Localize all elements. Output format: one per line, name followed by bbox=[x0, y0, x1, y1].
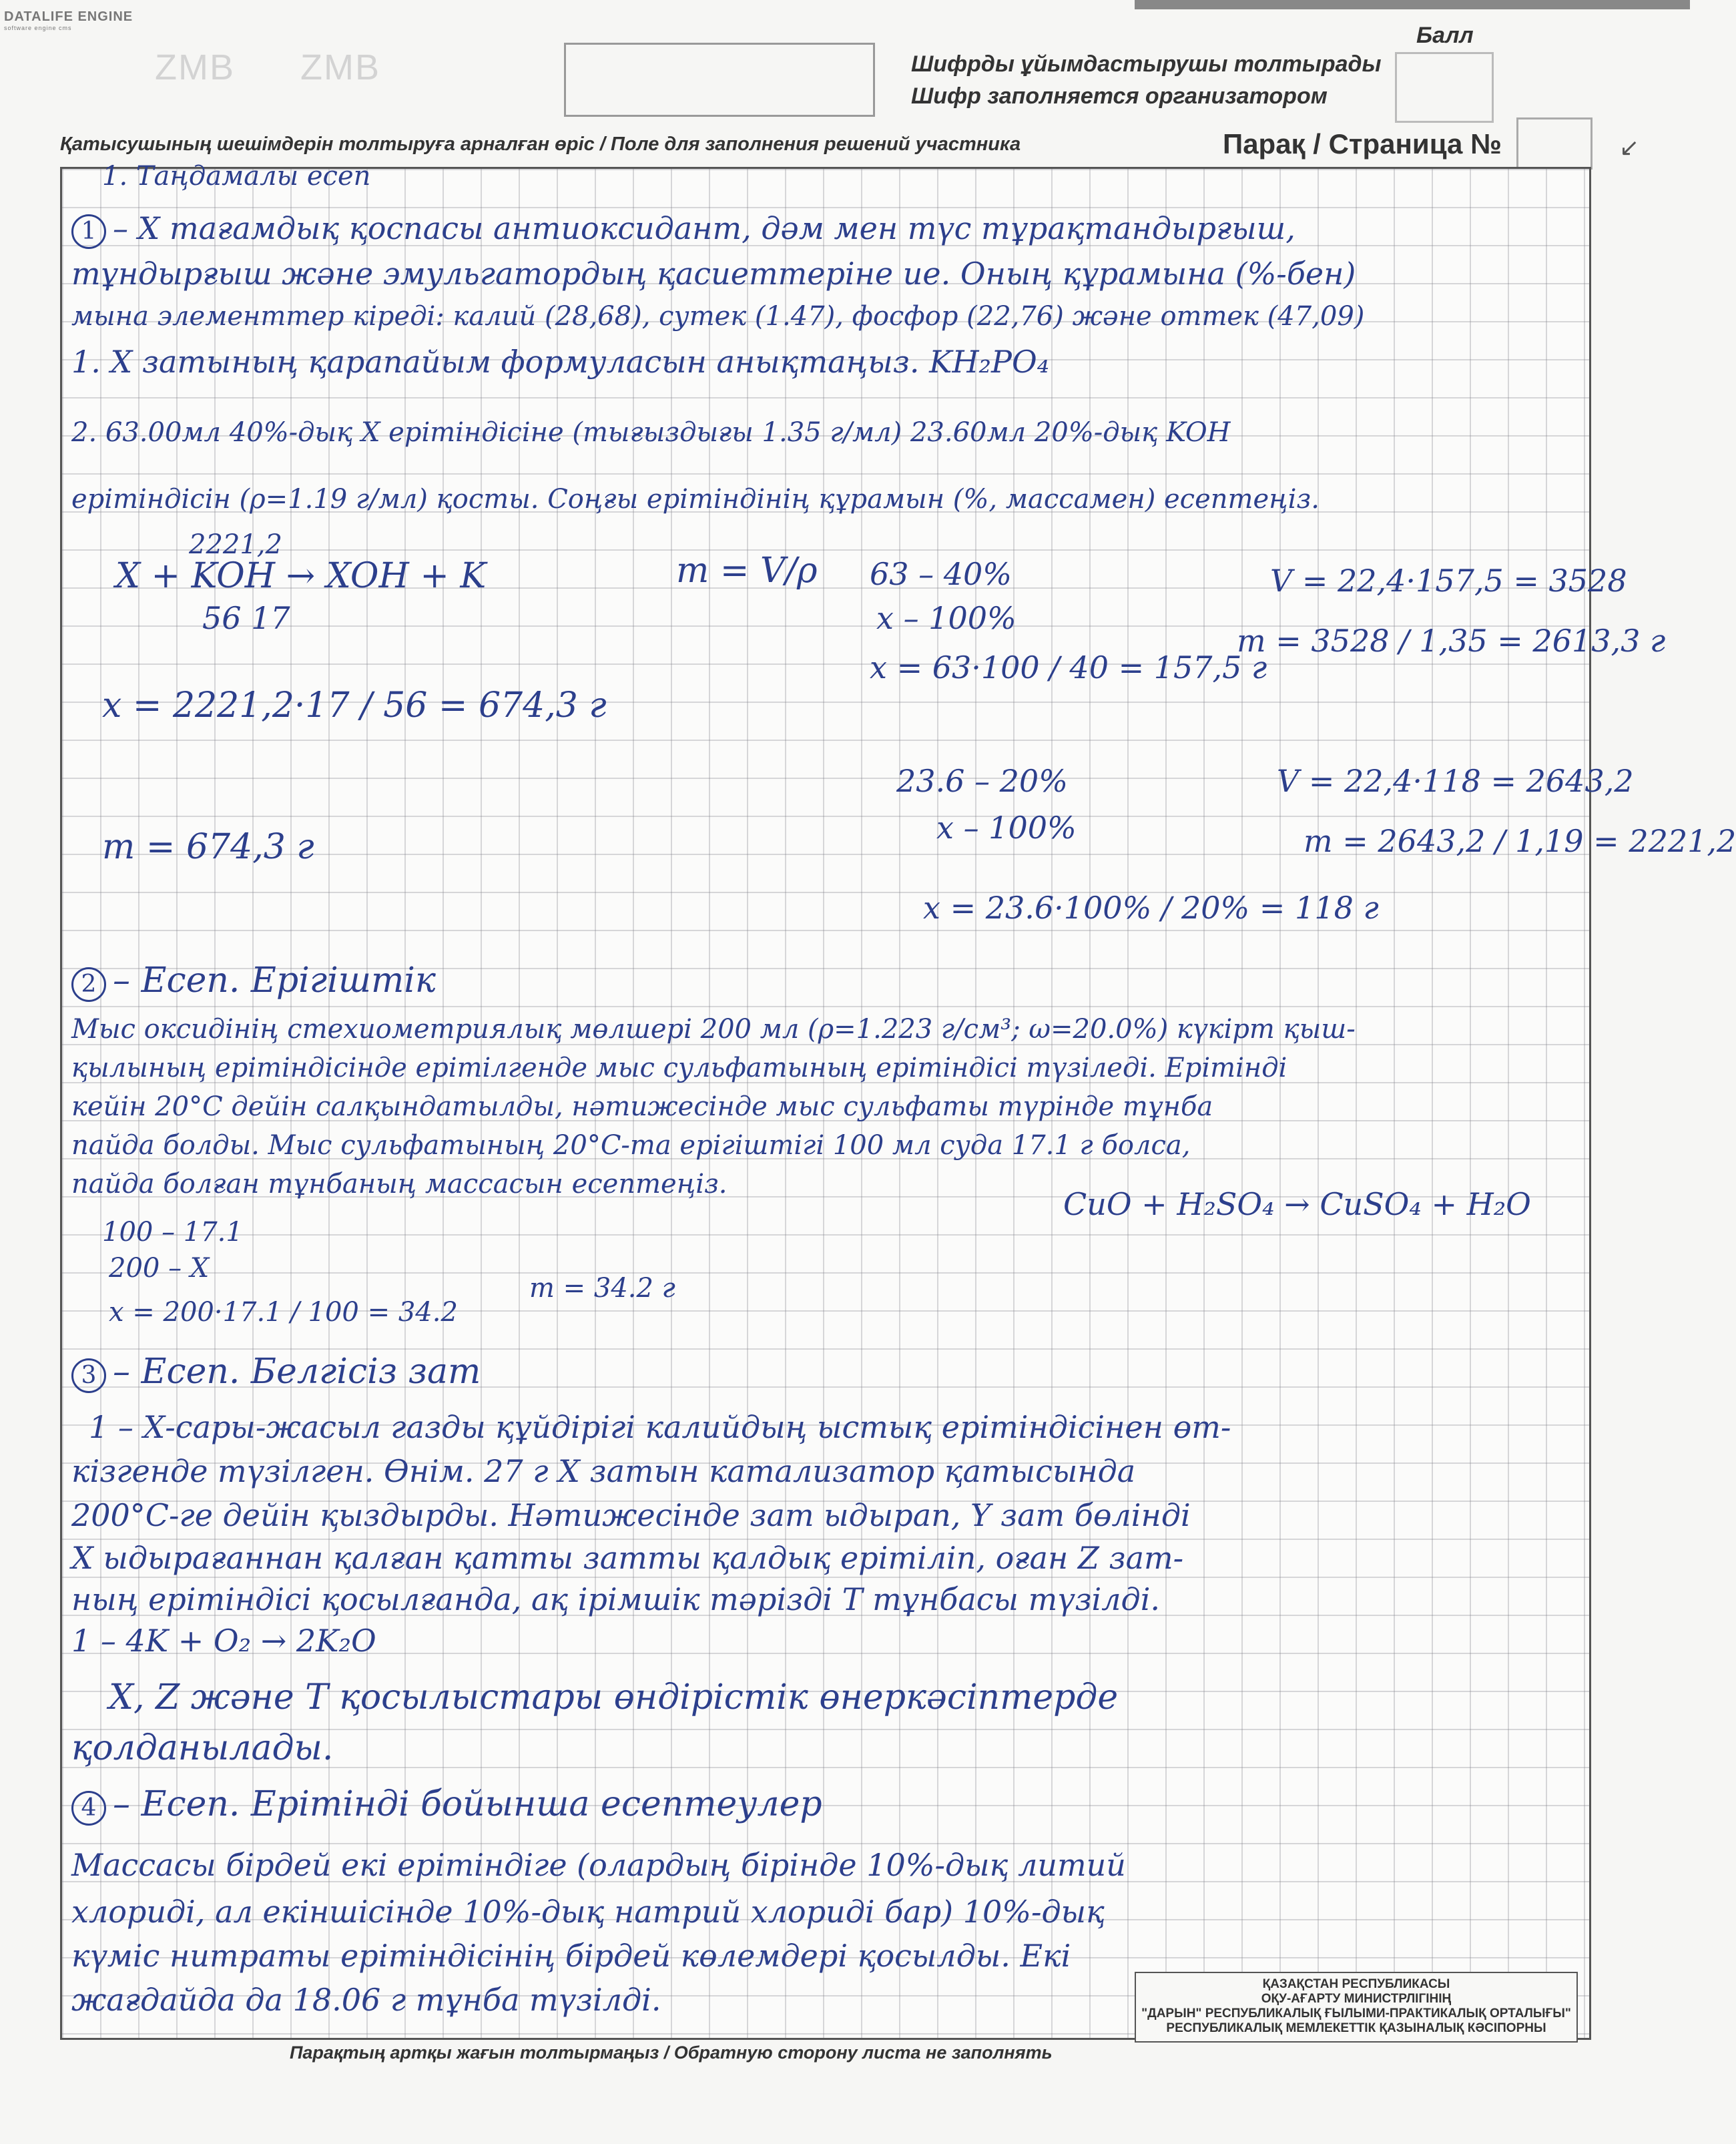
problem-3-line-2: кізгенде түзілген. Өнім. 27 г Х затын катализатор қатысында bbox=[71, 1453, 1136, 1489]
problem-2-calc-1: 100 – 17.1 bbox=[102, 1217, 243, 1248]
score-label: Балл bbox=[1416, 23, 1474, 48]
problem-3-line-1: 1 – Х-сары-жасыл газды құйдірігі калийдың ыстық ерітіндісінен өт- bbox=[89, 1409, 1231, 1445]
problem-2-calc-3: x = 200·17.1 / 100 = 34.2 bbox=[109, 1297, 458, 1328]
problem-3-line-5: ның ерітіндісі қосылғанда, ақ ірімшік тәрізді Т тұнбасы түзілді. bbox=[71, 1581, 1161, 1617]
zmb-watermark-2: ZMB bbox=[300, 47, 380, 87]
calc-prop-1: 63 – 40% bbox=[870, 556, 1012, 592]
problem-4-line-3: күміс нитраты ерітіндісінің бірдей көлемдері қосылды. Екі bbox=[71, 1938, 1071, 1974]
calc-molar-mass: 2221,2 bbox=[189, 529, 282, 560]
problem-2-line-5: пайда болған тұнбаның массасын есептеңіз. bbox=[71, 1169, 728, 1199]
institution-stamp bbox=[1135, 1972, 1578, 2043]
stamp-line-4: РЕСПУБЛИКАЛЫҚ МЕМЛЕКЕТТІК ҚАЗЫНАЛЫҚ КӘСІПОРНЫ bbox=[1166, 2021, 1546, 2035]
problem-2-calc-2: 200 – X bbox=[109, 1253, 210, 1284]
calc-x-mass: x = 2221,2·17 / 56 = 674,3 г bbox=[102, 686, 607, 726]
problem-3-line-8: қолданылады. bbox=[71, 1728, 334, 1768]
problem-1-line-2: тұндырғыш және эмульгатордың қасиеттеріне ие. Оның құрамына (%-бен) bbox=[71, 256, 1356, 292]
organizer-note-kz: Шифрды ұйымдастырушы толтырады bbox=[911, 51, 1382, 77]
logo-text: DATALIFE ENGINE bbox=[4, 9, 133, 24]
calc-reaction: X + KOH → XOH + K bbox=[115, 556, 487, 596]
footer-note: Парақтың артқы жағын толтырмаңыз / Обратную сторону листа не заполнять bbox=[290, 2043, 1053, 2063]
corner-arrow-icon: ↙ bbox=[1619, 133, 1640, 161]
calc-mass-2: m = 2643,2 / 1,19 = 2221,2 bbox=[1304, 823, 1736, 859]
watermark-logo bbox=[4, 9, 133, 31]
answer-sheet bbox=[60, 161, 1736, 2040]
problem-2-equation: CuO + H₂SO₄ → CuSO₄ + H₂O bbox=[1063, 1186, 1531, 1222]
page-number-box bbox=[1516, 117, 1593, 170]
problem-2-title-text: – Есеп. Ерігіштік bbox=[113, 961, 436, 1001]
problem-1-text-1: – Х тағамдық қоспасы антиоксидант, дәм мен түс тұрақтандырғыш, bbox=[113, 210, 1295, 246]
calc-mass-1: m = 3528 / 1,35 = 2613,3 г bbox=[1237, 623, 1666, 659]
problem-4-title-text: – Есеп. Ерітінді бойынша есептеулер bbox=[113, 1784, 822, 1824]
stamp-line-3: "ДАРЫН" РЕСПУБЛИКАЛЫҚ ҒЫЛЫМИ-ПРАКТИКАЛЫҚ ОРТАЛЫҒЫ" bbox=[1141, 2006, 1571, 2021]
calc-masses: 56 17 bbox=[202, 600, 290, 636]
organizer-note-ru: Шифр заполняется организатором bbox=[911, 83, 1328, 109]
problem-3-line-3: 200°С-ге дейін қыздырды. Нәтижесінде зат ыдырап, Y зат бөлінді bbox=[71, 1497, 1191, 1533]
section-title: 1. Таңдамалы есеп bbox=[102, 161, 371, 192]
problem-2-result: m = 34.2 г bbox=[529, 1273, 675, 1304]
calc-volume-1: V = 22,4·157,5 = 3528 bbox=[1270, 563, 1627, 599]
cipher-box bbox=[564, 43, 875, 117]
calc-prop-5: x – 100% bbox=[936, 810, 1077, 846]
problem-3-reaction: 1 – 4K + O₂ → 2K₂O bbox=[71, 1623, 376, 1659]
stamp-line-1: ҚАЗАҚСТАН РЕСПУБЛИКАСЫ bbox=[1262, 1977, 1450, 1991]
problem-2-title bbox=[71, 961, 436, 1002]
organizer-note bbox=[911, 48, 1382, 112]
calc-prop-4: 23.6 – 20% bbox=[896, 763, 1068, 799]
question-2-line-2: ерітіндісін (ρ=1.19 г/мл) қосты. Соңғы ерітіндінің құрамын (%, массамен) есептеңіз. bbox=[71, 484, 1320, 515]
calc-prop-2: x – 100% bbox=[876, 600, 1017, 636]
problem-2-number: 2 bbox=[71, 967, 106, 1002]
problem-2-line-3: кейін 20°С дейін салқындатылды, нәтижесінде мыс сульфаты түрінде тұнба bbox=[71, 1091, 1213, 1122]
problem-4-line-4: жағдайда да 18.06 г тұнба түзілді. bbox=[71, 1982, 661, 2018]
problem-3-title bbox=[71, 1352, 481, 1393]
answer-field-label: Қатысушының шешімдерін толтыруға арналған өріс / Поле для заполнения решений участника bbox=[60, 133, 1021, 155]
problem-2-line-1: Мыс оксидінің стехиометриялық мөлшері 200 мл (ρ=1.223 г/см³; ω=20.0%) күкірт қыш- bbox=[71, 1014, 1356, 1045]
problem-1-line-3: мына элементтер кіреді: калий (28,68), сутек (1.47), фосфор (22,76) және оттек (47,09) bbox=[71, 301, 1365, 332]
problem-4-title bbox=[71, 1784, 822, 1826]
problem-2-line-4: пайда болды. Мыс сульфатының 20°С-та ерігіштігі 100 мл суда 17.1 г болса, bbox=[71, 1130, 1191, 1161]
problem-3-line-4: X ыдырағаннан қалған қатты затты қалдық ерітіліп, оған Z зат- bbox=[71, 1540, 1184, 1576]
problem-1-line-1 bbox=[71, 210, 1295, 249]
zmb-watermark-1: ZMB bbox=[155, 47, 235, 87]
question-1: 1. Х затының қарапайым формуласын анықтаңыз. KH₂PO₄ bbox=[71, 344, 1050, 380]
stamp-line-2: ОҚУ-АҒАРТУ МИНИСТРЛІГІНІҢ bbox=[1261, 1992, 1452, 2006]
calc-mass-formula: m = V/ρ bbox=[676, 551, 818, 591]
question-2-line-1: 2. 63.00мл 40%-дық Х ерітіндісіне (тығыздығы 1.35 г/мл) 23.60мл 20%-дық KOH bbox=[71, 417, 1231, 448]
calc-volume-2: V = 22,4·118 = 2643,2 bbox=[1277, 763, 1634, 799]
calc-prop-6: x = 23.6·100% / 20% = 118 г bbox=[923, 890, 1379, 926]
page-number-label: Парақ / Страница № bbox=[1223, 128, 1502, 160]
problem-4-line-1: Массасы бірдей екі ерітіндіге (олардың бірінде 10%-дық литий bbox=[71, 1847, 1126, 1883]
problem-4-number: 4 bbox=[71, 1791, 106, 1826]
problem-2-line-2: қылының ерітіндісінде ерітілгенде мыс сульфатының ерітіндісі түзіледі. Ерітінді bbox=[71, 1053, 1287, 1083]
problem-3-line-7: X, Z және T қосылыстары өндірістік өнеркәсіптерде bbox=[109, 1677, 1119, 1717]
problem-4-line-2: хлориді, ал екіншісінде 10%-дық натрий хлориді бар) 10%-дық bbox=[71, 1894, 1105, 1930]
calc-prop-3: x = 63·100 / 40 = 157,5 г bbox=[870, 649, 1267, 686]
calc-m-result: m = 674,3 г bbox=[102, 827, 314, 867]
logo-subtext: software engine cms bbox=[4, 25, 72, 31]
score-box bbox=[1395, 52, 1494, 123]
scan-edge-band bbox=[1135, 0, 1690, 9]
problem-1-number: 1 bbox=[71, 214, 106, 249]
problem-3-title-text: – Есеп. Белгісіз зат bbox=[113, 1352, 481, 1392]
problem-3-number: 3 bbox=[71, 1358, 106, 1393]
